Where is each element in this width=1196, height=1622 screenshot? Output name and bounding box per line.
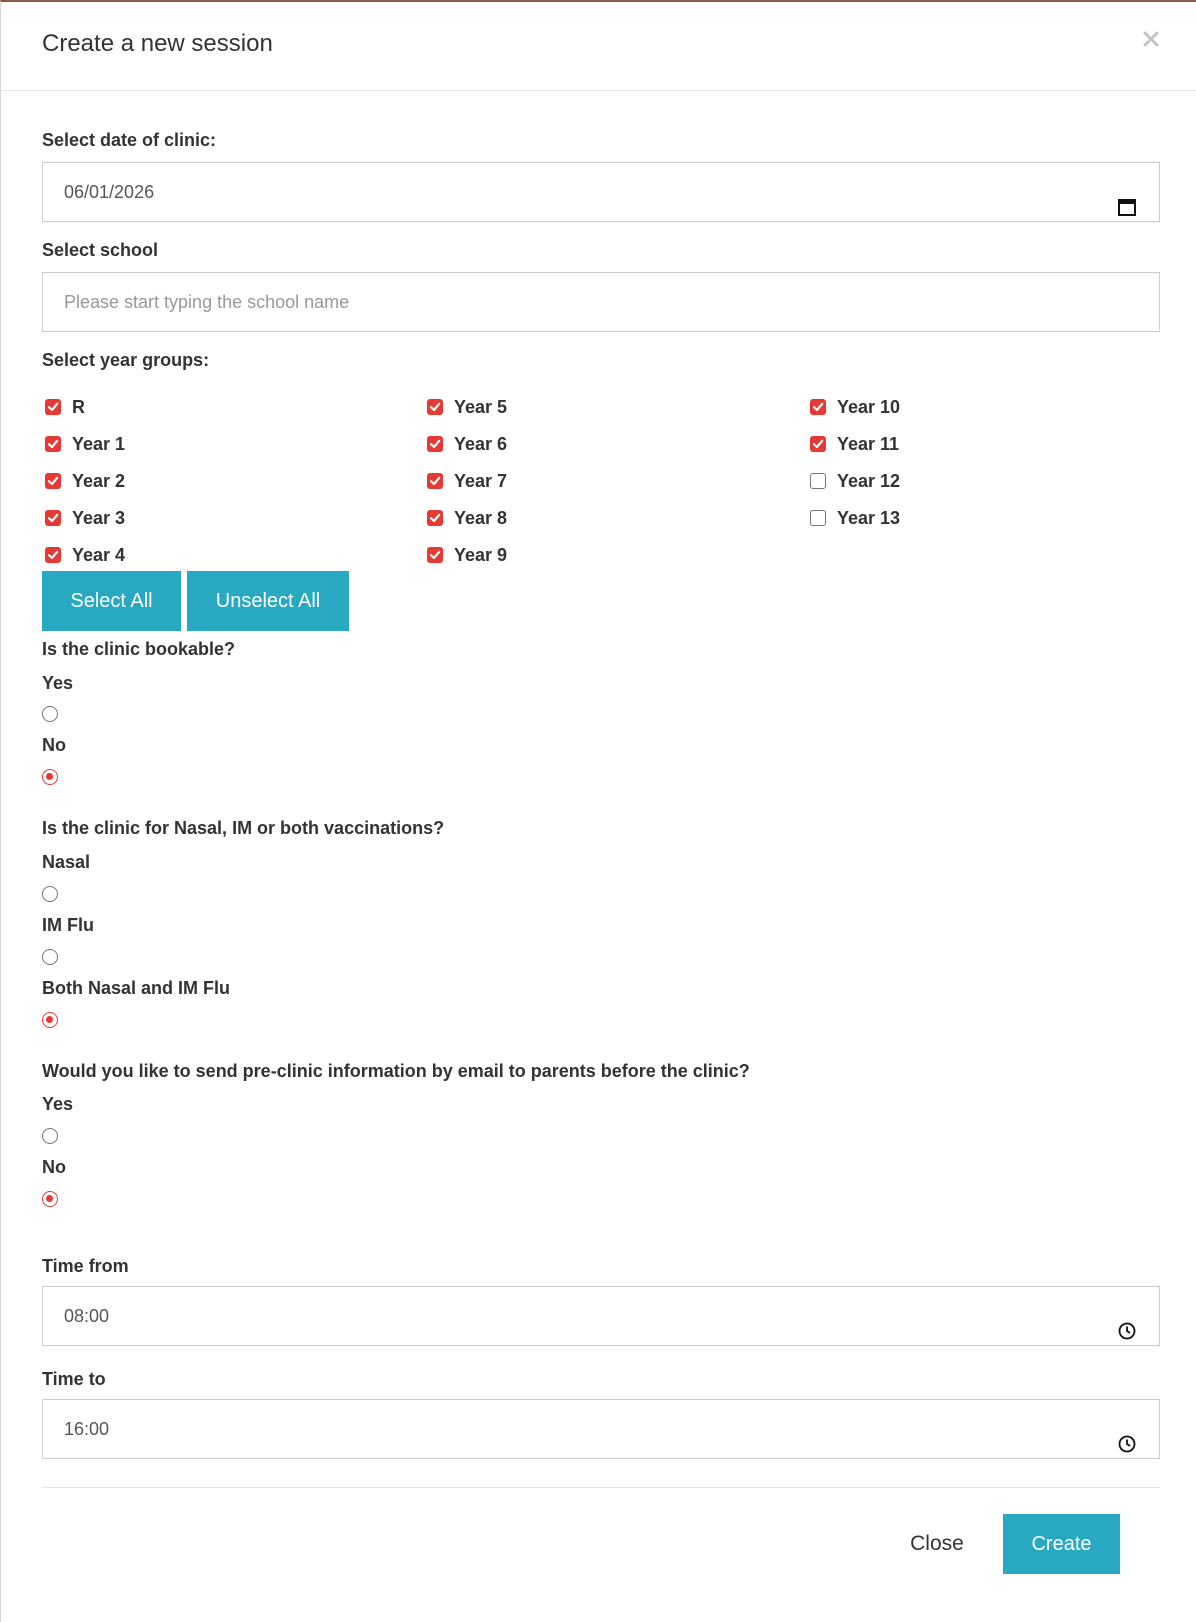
year-checkbox[interactable] xyxy=(810,473,826,489)
year-checkbox[interactable] xyxy=(427,510,443,526)
school-input[interactable] xyxy=(64,275,1138,331)
year-checkbox[interactable] xyxy=(45,473,61,489)
year-checkbox[interactable] xyxy=(45,547,61,563)
footer-divider xyxy=(42,1487,1160,1488)
year-checkbox-label: Year 4 xyxy=(72,545,126,565)
year-checkbox[interactable] xyxy=(810,510,826,526)
date-field[interactable] xyxy=(42,162,1160,222)
year-checkbox-label: Year 8 xyxy=(454,508,508,528)
date-label: Select date of clinic: xyxy=(42,130,217,150)
year-checkbox-label: Year 2 xyxy=(72,471,126,491)
year-checkbox-label: Year 1 xyxy=(72,434,126,454)
clock-icon[interactable] xyxy=(1117,1419,1137,1439)
email-no-radio[interactable] xyxy=(42,1191,58,1207)
year-checkbox-label: Year 3 xyxy=(72,508,126,528)
year-checkbox-label: Year 7 xyxy=(454,471,508,491)
calendar-icon[interactable] xyxy=(1117,182,1137,202)
bookable-yes-label: Yes xyxy=(42,673,74,693)
year-checkbox[interactable] xyxy=(427,547,443,563)
date-value: 06/01/2026 xyxy=(64,182,155,202)
year-checkbox-label: Year 5 xyxy=(454,397,508,417)
year-checkbox-label: Year 9 xyxy=(454,545,508,565)
year-checkbox[interactable] xyxy=(810,399,826,415)
year-checkbox[interactable] xyxy=(45,399,61,415)
bookable-yes-radio[interactable] xyxy=(42,706,58,722)
unselect-all-button[interactable]: Unselect All xyxy=(187,571,349,631)
create-button[interactable]: Create xyxy=(1003,1514,1120,1574)
year-checkbox-label: Year 10 xyxy=(837,397,901,417)
email-yes-label: Yes xyxy=(42,1094,74,1114)
year-checkbox[interactable] xyxy=(427,473,443,489)
year-checkbox-label: R xyxy=(72,397,85,417)
year-groups-label: Select year groups: xyxy=(42,350,210,370)
modal-title: Create a new session xyxy=(42,30,273,57)
close-icon[interactable] xyxy=(1140,28,1162,50)
close-button[interactable]: Close xyxy=(910,1532,964,1555)
year-checkbox[interactable] xyxy=(45,510,61,526)
vaccination-both-label: Both Nasal and IM Flu xyxy=(42,978,231,998)
clock-icon[interactable] xyxy=(1117,1306,1137,1326)
bookable-no-label: No xyxy=(42,735,66,755)
time-from-value: 08:00 xyxy=(64,1306,110,1326)
school-field xyxy=(42,272,1160,332)
year-checkbox-label: Year 11 xyxy=(837,434,900,454)
vaccination-question: Is the clinic for Nasal, IM or both vaccinations? xyxy=(42,818,445,838)
time-from-field[interactable] xyxy=(42,1286,1160,1346)
bookable-no-radio[interactable] xyxy=(42,769,58,785)
vaccination-im-radio[interactable] xyxy=(42,949,58,965)
year-checkbox-label: Year 12 xyxy=(837,471,901,491)
year-checkbox-label: Year 13 xyxy=(837,508,901,528)
email-yes-radio[interactable] xyxy=(42,1128,58,1144)
bookable-question: Is the clinic bookable? xyxy=(42,639,236,659)
email-no-label: No xyxy=(42,1157,66,1177)
year-checkbox[interactable] xyxy=(45,436,61,452)
time-to-label: Time to xyxy=(42,1369,106,1389)
time-from-label: Time from xyxy=(42,1256,129,1276)
vaccination-nasal-label: Nasal xyxy=(42,852,91,872)
time-to-field[interactable] xyxy=(42,1399,1160,1459)
vaccination-nasal-radio[interactable] xyxy=(42,886,58,902)
year-checkbox[interactable] xyxy=(427,436,443,452)
vaccination-im-label: IM Flu xyxy=(42,915,94,935)
modal-header xyxy=(1,2,1196,91)
year-checkbox[interactable] xyxy=(427,399,443,415)
year-checkbox[interactable] xyxy=(810,436,826,452)
time-to-value: 16:00 xyxy=(64,1419,110,1439)
year-checkbox-label: Year 6 xyxy=(454,434,508,454)
email-question: Would you like to send pre-clinic information by email to parents before the clinic? xyxy=(42,1061,750,1081)
school-label: Select school xyxy=(42,240,159,260)
select-all-button[interactable]: Select All xyxy=(42,571,181,631)
vaccination-both-radio[interactable] xyxy=(42,1012,58,1028)
